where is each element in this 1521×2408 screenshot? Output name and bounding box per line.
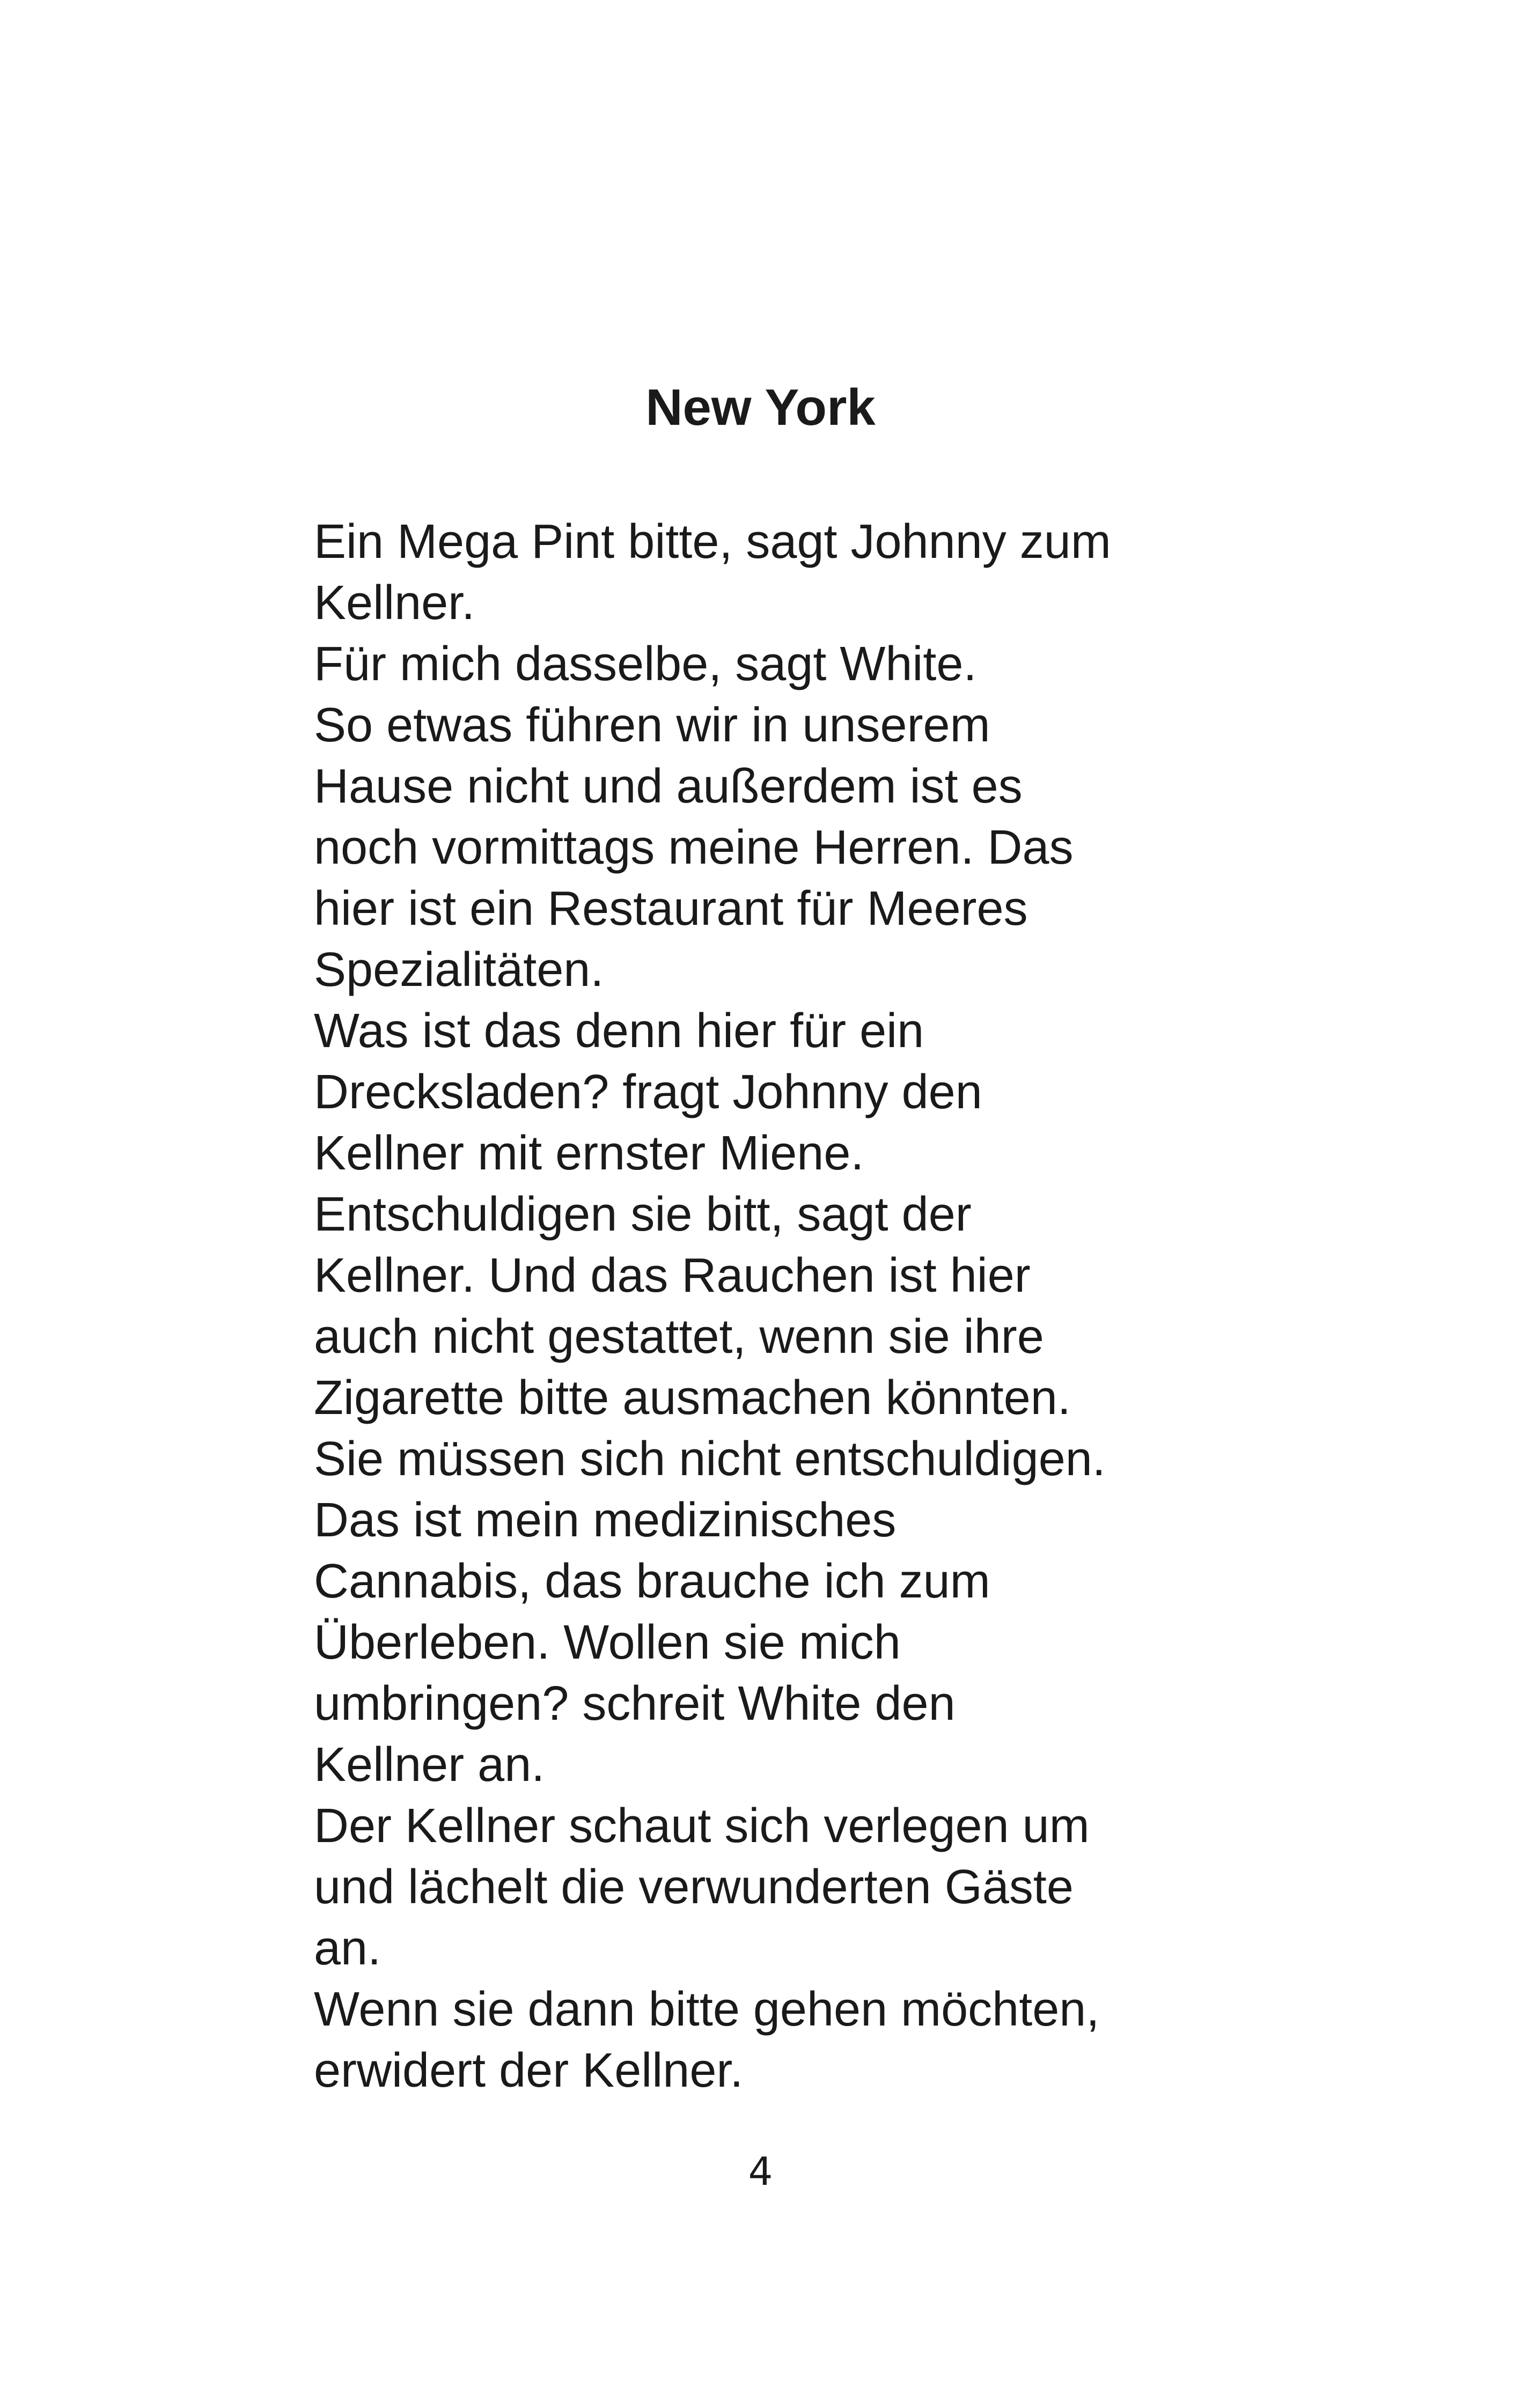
text-line: Sie müssen sich nicht entschuldigen. (314, 1432, 1106, 1486)
text-line: hier ist ein Restaurant für Meeres (314, 882, 1028, 936)
text-line: So etwas führen wir in unserem (314, 698, 990, 752)
text-line: noch vormittags meine Herren. Das (314, 821, 1074, 874)
text-line: erwidert der Kellner. (314, 2044, 744, 2097)
text-line: Kellner mit ernster Miene. (314, 1126, 864, 1180)
text-line: auch nicht gestattet, wenn sie ihre (314, 1310, 1044, 1364)
text-line: Cannabis, das brauche ich zum (314, 1555, 990, 1608)
text-line: Überleben. Wollen sie mich (314, 1616, 901, 1669)
text-line: Kellner an. (314, 1738, 545, 1792)
text-line: Kellner. (314, 576, 475, 630)
text-line: Drecksladen? fragt Johnny den (314, 1065, 982, 1119)
text-line: und lächelt die verwunderten Gäste (314, 1860, 1074, 1914)
story-text (314, 511, 1226, 2101)
text-line: umbringen? schreit White den (314, 1677, 956, 1730)
text-line: Spezialitäten. (314, 943, 604, 997)
text-line: Wenn sie dann bitte gehen möchten, (314, 1983, 1100, 2036)
page-number: 4 (748, 2149, 773, 2194)
text-line: Hause nicht und außerdem ist es (314, 760, 1023, 813)
text-line: Ein Mega Pint bitte, sagt Johnny zum (314, 515, 1111, 569)
text-line: Zigarette bitte ausmachen könnten. (314, 1371, 1071, 1425)
text-line: Das ist mein medizinisches (314, 1493, 897, 1547)
chapter-title: New York (645, 379, 876, 436)
text-line: Kellner. Und das Rauchen ist hier (314, 1249, 1031, 1302)
text-line: an. (314, 1921, 381, 1975)
text-line: Der Kellner schaut sich verlegen um (314, 1799, 1090, 1853)
text-line: Für mich dasselbe, sagt White. (314, 637, 977, 691)
text-line: Was ist das denn hier für ein (314, 1004, 924, 1058)
text-line: Entschuldigen sie bitt, sagt der (314, 1188, 972, 1241)
